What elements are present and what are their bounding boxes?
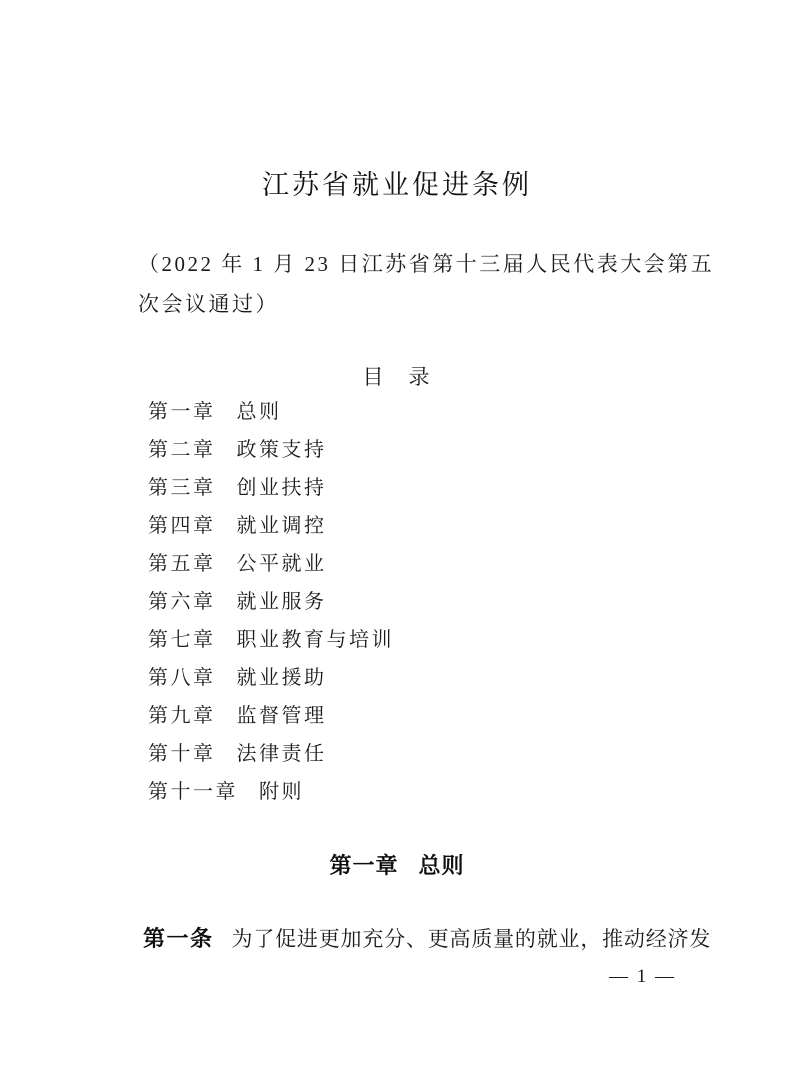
toc-chapter-title: 监督管理 <box>236 705 327 727</box>
adoption-note <box>138 244 715 324</box>
toc-chapter-label: 第十一章 <box>148 781 238 803</box>
chapter-1-heading-number: 第一章 <box>329 853 399 878</box>
toc-chapter-label: 第一章 <box>148 401 216 423</box>
article-1-label: 第一条 <box>143 926 214 951</box>
toc-chapter-title: 公平就业 <box>236 553 327 575</box>
toc-item-chapter-5 <box>148 545 708 583</box>
toc-chapter-label: 第十章 <box>148 743 216 765</box>
article-1-text: 为了促进更加充分、更高质量的就业，推动经济发 <box>231 927 712 951</box>
page-number: — 1 — <box>609 966 676 987</box>
toc-item-chapter-8 <box>148 659 708 697</box>
toc-item-chapter-6 <box>148 583 708 621</box>
toc-item-chapter-3 <box>148 469 708 507</box>
toc-item-chapter-7 <box>148 621 708 659</box>
toc-list <box>148 393 708 811</box>
toc-heading: 目 录 <box>362 365 432 389</box>
toc-chapter-label: 第八章 <box>148 667 216 689</box>
document-title: 江苏省就业促进条例 <box>262 170 532 200</box>
toc-chapter-title: 就业服务 <box>236 591 327 613</box>
toc-chapter-label: 第五章 <box>148 553 216 575</box>
toc-chapter-label: 第四章 <box>148 515 216 537</box>
toc-chapter-title: 法律责任 <box>236 743 327 765</box>
toc-item-chapter-9 <box>148 697 708 735</box>
toc-item-chapter-2 <box>148 431 708 469</box>
toc-chapter-title: 附则 <box>259 781 304 803</box>
toc-chapter-label: 第九章 <box>148 705 216 727</box>
article-1-first-line <box>143 924 743 957</box>
toc-chapter-label: 第二章 <box>148 439 216 461</box>
toc-item-chapter-4 <box>148 507 708 545</box>
adoption-note-line-2: 次会议通过） <box>138 292 279 316</box>
adoption-note-line-1: （2022 年 1 月 23 日江苏省第十三届人民代表大会第五 <box>138 252 715 276</box>
toc-chapter-label: 第六章 <box>148 591 216 613</box>
toc-chapter-title: 就业调控 <box>236 515 327 537</box>
chapter-1-heading-title: 总则 <box>418 853 465 878</box>
toc-chapter-label: 第七章 <box>148 629 216 651</box>
toc-chapter-label: 第三章 <box>148 477 216 499</box>
toc-item-chapter-11 <box>148 773 708 811</box>
toc-chapter-title: 政策支持 <box>236 439 327 461</box>
toc-chapter-title: 总则 <box>236 401 282 423</box>
toc-chapter-title: 职业教育与培训 <box>236 629 394 651</box>
toc-item-chapter-10 <box>148 735 708 773</box>
toc-item-chapter-1 <box>148 393 708 431</box>
toc-chapter-title: 创业扶持 <box>236 477 327 499</box>
chapter-1-heading <box>0 852 794 880</box>
toc-chapter-title: 就业援助 <box>236 667 327 689</box>
